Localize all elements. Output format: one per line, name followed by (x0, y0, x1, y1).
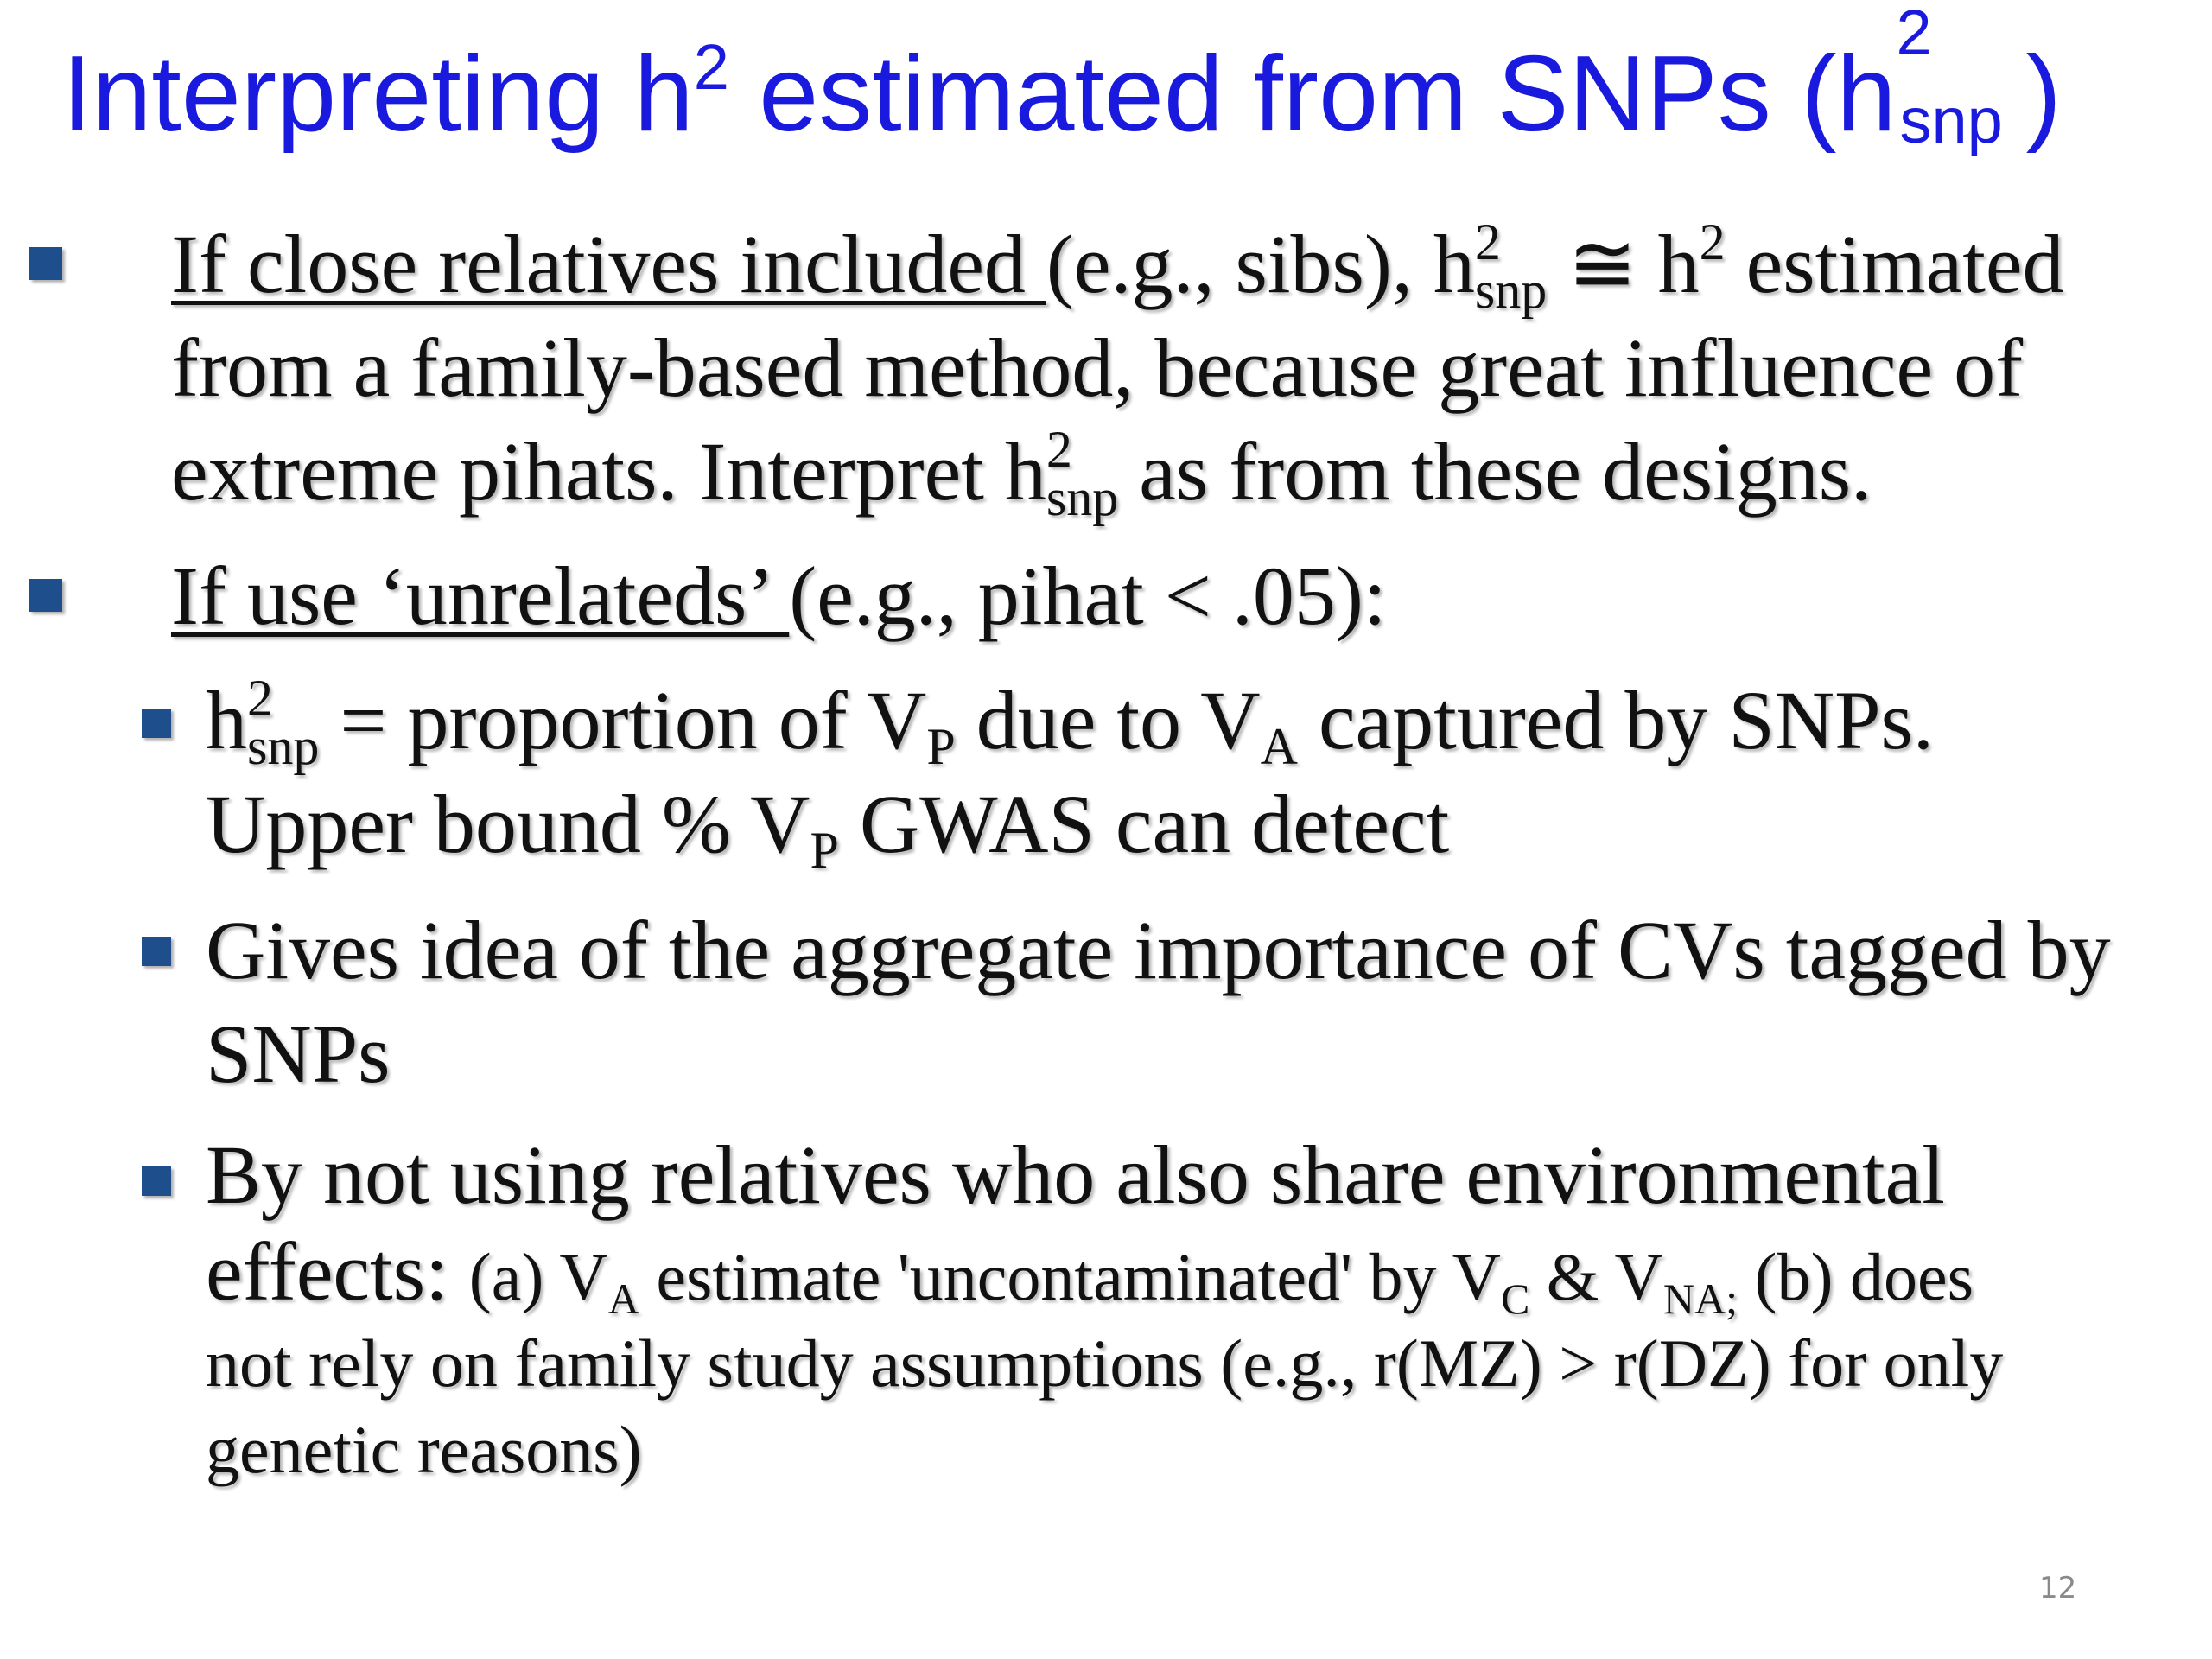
title-subscript: snp (1899, 85, 2003, 156)
text-run: as from these designs. (1118, 425, 1872, 518)
text-run: estimated (1725, 218, 2064, 310)
superscript: 2 (247, 670, 273, 727)
sub-bullet-square-icon (142, 709, 171, 738)
text-line (206, 669, 1934, 775)
text-line: not rely on family study assumptions (e.g., r(MZ) > r(DZ) for only (206, 1325, 2004, 1401)
text-run: & V (1529, 1239, 1663, 1314)
subscript: snp (1474, 262, 1548, 319)
subscript: snp (247, 718, 320, 775)
text-run: h (206, 674, 247, 766)
superscript: 2 (1046, 421, 1072, 478)
text-line: from a family-based method, because great influence of (171, 321, 2024, 414)
underlined-heading: If use ‘unrelateds’ (171, 550, 790, 642)
title-superscript: 2 (693, 31, 729, 103)
text-line: genetic reasons) (206, 1412, 642, 1487)
superscript: 2 (1699, 213, 1726, 270)
text-run: Upper bound % V (206, 778, 810, 870)
text-run: (b) does (1738, 1239, 1974, 1314)
text-line (171, 420, 2064, 524)
title-text: Interpreting h (62, 35, 694, 154)
text-run: due to V (955, 674, 1261, 766)
text-run: effects: (206, 1225, 469, 1318)
text-run: estimate 'uncontaminated' by V (639, 1239, 1501, 1314)
title-sup-sub (1896, 0, 2025, 156)
text-line: SNPs (206, 1007, 391, 1100)
superscript: 2 (1474, 213, 1501, 270)
text-run: (e.g., sibs), h (1046, 218, 1475, 310)
title-text: estimated from SNPs (h (728, 35, 1897, 154)
bullet-unrelateds (171, 544, 1387, 648)
sub-bullet-h2snp-proportion (206, 669, 1934, 879)
text-line (171, 213, 2064, 319)
slide-title (62, 0, 2171, 194)
text-run: (a) V (468, 1239, 608, 1314)
text-run: = proportion of V (319, 674, 927, 766)
text-line (206, 772, 1934, 879)
text-run: ≅ h (1547, 218, 1700, 310)
text-run: extreme pihats. Interpret h (171, 425, 1046, 518)
subscript: P (926, 718, 956, 775)
text-run: (e.g., pihat < .05): (789, 550, 1387, 642)
text-run: GWAS can detect (838, 778, 1450, 870)
text-run: captured by SNPs. (1297, 674, 1934, 766)
text-line (171, 544, 1387, 648)
subscript: C (1500, 1274, 1530, 1323)
text-line: Gives idea of the aggregate importance of CVs tagged by (206, 904, 2111, 996)
subscript: snp (1046, 469, 1119, 526)
subscript: P (810, 822, 839, 879)
bullet-square-icon (29, 579, 62, 612)
title-superscript: 2 (1896, 0, 1932, 68)
text-line (206, 1225, 2003, 1323)
text-line: By not using relatives who also share environmental (206, 1128, 1945, 1221)
subscript: NA; (1662, 1274, 1738, 1323)
sub-bullet-square-icon (142, 937, 171, 966)
page-number: 12 (2039, 1571, 2077, 1605)
bullet-close-relatives (171, 213, 2064, 524)
subscript: A (607, 1274, 639, 1323)
subscript: A (1260, 718, 1298, 775)
title-text: ) (2025, 35, 2062, 154)
sub-bullet-square-icon (142, 1166, 171, 1196)
underlined-heading: If close relatives included (171, 218, 1046, 310)
bullet-square-icon (29, 247, 62, 280)
sub-bullet-aggregate-importance (206, 899, 2111, 1106)
sub-bullet-not-using-relatives (206, 1128, 2003, 1493)
